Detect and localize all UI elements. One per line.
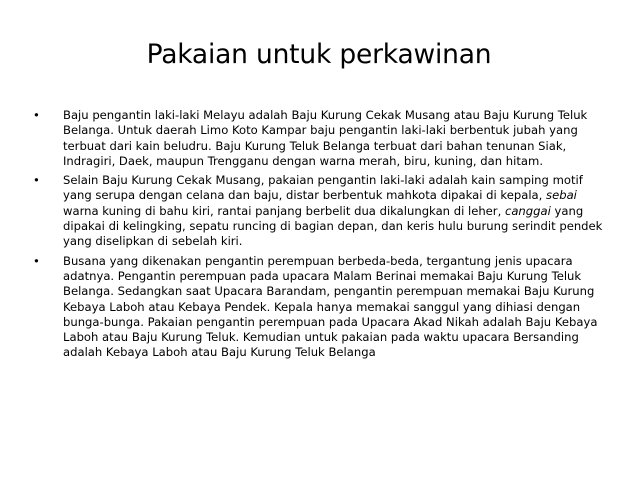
bullet-marker: • xyxy=(33,173,40,188)
text-segment: Selain Baju Kurung Cekak Musang, pakaian pengantin laki-laki adalah kain samping motif yang serupa dengan celana dan baju, distar berbentuk mahkota dipakai di kepala, xyxy=(63,173,583,203)
bullet-text xyxy=(63,254,597,360)
bullet-item xyxy=(33,254,605,361)
bullet-list xyxy=(33,108,605,365)
bullet-item xyxy=(33,173,605,249)
slide-title: Pakaian untuk perkawinan xyxy=(146,39,492,70)
text-segment: Baju pengantin laki-laki Melayu adalah Baju Kurung Cekak Musang atau Baju Kurung Teluk Belanga. Untuk daerah Limo Koto Kampar baju pengantin laki-laki berbentuk jubah yang terbuat dari kain beludru. Baju Kurung Teluk Belanga terbuat dari bahan tenunan Siak, Indragiri, Daek, maupun Trengganu dengan warna merah, biru, kuning, dan hitam. xyxy=(63,108,588,168)
bullet-text xyxy=(63,108,587,168)
bullet-marker: • xyxy=(33,108,40,122)
text-segment: Busana yang dikenakan pengantin perempuan berbeda-beda, tergantung jenis upacara adatnya. Pengantin perempuan pada upacara Malam Berinai memakai Baju Kurung Teluk Belanga. Sedangkan saat Upacara Barandam, pengantin perempuan memakai Baju Kurung Kebaya Laboh atau Kebaya Pendek. Kepala hanya memakai sanggul yang dihiasi dengan bunga-bunga. Pakaian pengantin perempuan pada Upacara Akad Nikah adalah Baju Kebaya Laboh atau Baju Kurung Teluk. Kemudian untuk pakaian pada waktu upacara Bersanding adalah Kebaya Laboh atau Baju Kurung Teluk Belanga xyxy=(63,253,598,360)
text-segment: warna kuning di bahu kiri, rantai panjang berbelit dua dikalungkan di leher, xyxy=(63,203,505,218)
bullet-text xyxy=(63,173,602,248)
bullet-item xyxy=(33,108,605,169)
text-segment: yang dipakai di kelingking, sepatu runcing di bagian depan, dan keris hulu burung serindit pendek yang diselipkan di sebelah kiri. xyxy=(63,203,603,249)
italic-term-canggai: canggai xyxy=(504,203,551,218)
bullet-marker: • xyxy=(33,253,40,268)
italic-term-sebai: sebai xyxy=(546,188,577,203)
